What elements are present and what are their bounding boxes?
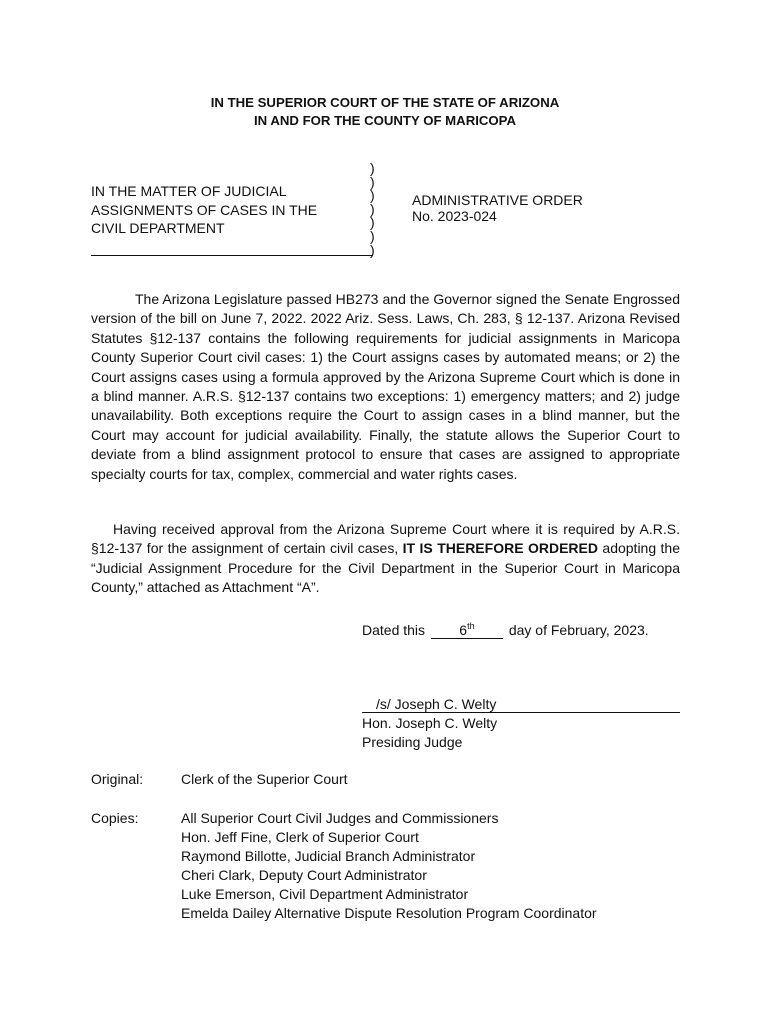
county-name: IN AND FOR THE COUNTY OF MARICOPA [253,113,517,128]
order-text-start: Having received approval from the Arizona Supreme Court where it is required by A.R.S. §12-137 for the assignment of certain civil cases, [91,521,680,557]
dated-prefix: Dated this [362,622,426,638]
copy-recipient: Raymond Billotte, Judicial Branch Administrator [181,848,476,864]
order-text-end: adopting the “Judicial Assignment Procedure for the Civil Department in the Superior Court in Maricopa County,” attached as Attachment “A”. [91,540,681,596]
original-recipient: Clerk of the Superior Court [181,771,348,787]
matter-line: IN THE MATTER OF JUDICIAL [91,183,287,199]
dated-suffix: day of February, 2023. [508,622,649,638]
order-title: ADMINISTRATIVE ORDER [412,192,583,208]
court-name: IN THE SUPERIOR COURT OF THE STATE OF ARIZONA [210,95,560,110]
copy-recipient: All Superior Court Civil Judges and Commissioners [181,810,499,826]
judge-name: Hon. Joseph C. Welty [362,715,498,731]
copy-recipient: Hon. Jeff Fine, Clerk of Superior Court [181,829,419,845]
signature-line: /s/ Joseph C. Welty [362,696,680,713]
matter-line: ASSIGNMENTS OF CASES IN THE [91,201,318,218]
copies-label: Copies: [91,810,139,826]
caption-underline [91,255,373,256]
order-number: No. 2023-024 [412,207,497,224]
copy-recipient: Luke Emerson, Civil Department Administrator [181,886,469,902]
copies-list [181,809,661,923]
order-caption [412,193,662,224]
copy-recipient: Emelda Dailey Alternative Dispute Resolution Program Coordinator [181,905,597,921]
paragraph-legislation: The Arizona Legislature passed HB273 and the Governor signed the Senate Engrossed version of the bill on June 7, 2022. 2022 Ariz. Sess. Laws, Ch. 283, § 12-137. Arizona Revised Statutes §12-137 contains the following requirements for judicial assignments in Maricopa County Superior Court civil cases: 1) the Court assigns cases by automated means; or 2) the Court assigns cases using a formula approved by the Arizona Supreme Court which is done in a blind manner. A.R.S. §12-137 contains two exceptions: 1) emergency matters; and 2) judge unavailability. Both exceptions require the Court to assign cases in a blind manner, but the Court may account for judicial availability. Finally, the statute allows the Superior Court to deviate from a blind assignment protocol to ensure that cases are assigned to appropriate specialty courts for tax, complex, commercial and water rights cases. [91,291,680,482]
paragraph-order [91,520,680,598]
judge-title: Presiding Judge [362,734,463,750]
court-header [0,94,770,130]
order-directive: IT IS THEREFORE ORDERED [402,540,598,557]
dated-day-blank [431,618,503,639]
signature-block [362,695,680,752]
dated-line [362,618,649,640]
dated-day-suffix: th [467,621,475,631]
dated-day: 6 [459,622,468,638]
matter-line: CIVIL DEPARTMENT [91,220,225,236]
copy-recipient: Cheri Clark, Deputy Court Administrator [181,867,427,883]
original-label: Original: [91,771,144,787]
caption-bracket: ) ) ) ) ) ) ) [370,160,375,258]
case-caption-matter [91,182,367,238]
